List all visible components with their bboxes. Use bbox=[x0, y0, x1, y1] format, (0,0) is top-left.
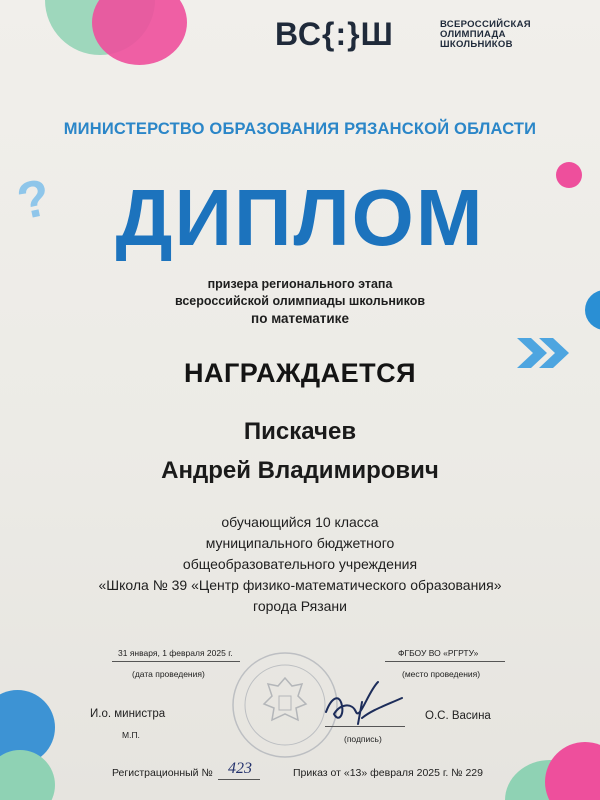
description-line: «Школа № 39 «Центр физико-математического образования» bbox=[98, 577, 502, 593]
stamp-place-mp: М.П. bbox=[122, 730, 140, 740]
description-line: города Рязани bbox=[253, 598, 347, 614]
order-reference: Приказ от «13» февраля 2025 г. № 229 bbox=[293, 767, 483, 779]
logo-subtitle-line: ВСЕРОССИЙСКАЯ bbox=[440, 19, 531, 30]
event-date: 31 января, 1 февраля 2025 г. bbox=[118, 648, 233, 658]
olympiad-logo-subtitle bbox=[440, 20, 531, 50]
minister-title: И.о. министра bbox=[90, 708, 166, 720]
diploma-title: ДИПЛОМ bbox=[115, 173, 485, 262]
event-place-caption: (место проведения) bbox=[402, 669, 481, 679]
award-heading: НАГРАЖДАЕТСЯ bbox=[184, 358, 416, 388]
subtitle-subject: по математике bbox=[251, 311, 349, 326]
decor-blob-pink-top bbox=[92, 0, 187, 65]
signer-name: О.С. Васина bbox=[425, 710, 491, 722]
logo-subtitle-line: ОЛИМПИАДА bbox=[440, 29, 506, 40]
date-underline bbox=[112, 661, 240, 662]
event-place: ФГБОУ ВО «РГРТУ» bbox=[398, 648, 479, 658]
recipient-name bbox=[0, 415, 600, 488]
description-line: общеобразовательного учреждения bbox=[182, 556, 418, 572]
description-line: обучающийся 10 класса bbox=[221, 514, 379, 530]
decor-blob-pink-bottom-right bbox=[545, 742, 600, 800]
recipient-description bbox=[0, 512, 600, 617]
logo-subtitle-line: ШКОЛЬНИКОВ bbox=[440, 39, 513, 50]
description-line: муниципального бюджетного bbox=[205, 535, 395, 551]
subtitle-line: призера регионального этапа bbox=[207, 277, 393, 291]
recipient-given-names: Андрей Владимирович bbox=[161, 457, 439, 484]
recipient-surname: Пискачев bbox=[243, 418, 357, 445]
place-underline bbox=[385, 661, 505, 662]
registration-label: Регистрационный № bbox=[112, 767, 213, 779]
question-mark-icon: ? bbox=[12, 168, 56, 232]
signature-caption: (подпись) bbox=[344, 734, 382, 744]
event-date-caption: (дата проведения) bbox=[132, 669, 205, 679]
olympiad-logo-wordmark: ВС{:}Ш bbox=[275, 16, 394, 52]
handwritten-signature bbox=[318, 672, 408, 734]
decor-blob-green-bottom-left bbox=[0, 750, 55, 800]
registration-underline bbox=[218, 779, 260, 780]
registration-number: 423 bbox=[228, 760, 252, 777]
subtitle-line: всероссийской олимпиады школьников bbox=[174, 294, 426, 308]
diploma-subtitle bbox=[0, 276, 600, 327]
signature-underline bbox=[325, 726, 405, 727]
ministry-heading: МИНИСТЕРСТВО ОБРАЗОВАНИЯ РЯЗАНСКОЙ ОБЛАСТИ bbox=[63, 120, 537, 138]
